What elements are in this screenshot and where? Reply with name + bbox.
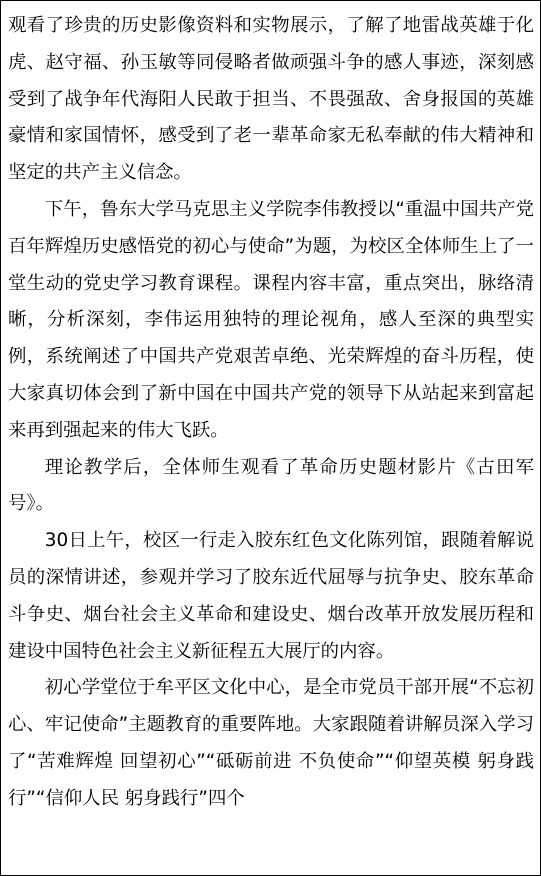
paragraph-5: 初心学堂位于牟平区文化中心，是全市党员干部开展“不忘初心、牢记使命”主题教育的重要阵地。大家跟随着讲解员深入学习了“苦难辉煌 回望初心”“砥砺前进 不负使命”“仰望英模 躬身践行”“信仰人民 躬身践行”四个 — [8, 677, 534, 809]
paragraph-2: 下午，鲁东大学马克思主义学院李伟教授以“重温中国共产党百年辉煌历史感悟党的初心与使命”为题，为校区全体师生上了一堂生动的党史学习教育课程。课程内容丰富，重点突出，脉络清晰，分析深刻，李伟运用独特的理论视角，感人至深的典型实例，系统阐述了中国共产党艰苦卓绝、光荣辉煌的奋斗历程，使大家真切体会到了新中国在中国共产党的领导下从站起来到富起来再到强起来的伟大飞跃。 — [8, 198, 534, 441]
paragraph-4: 30日上午，校区一行走入胶东红色文化陈列馆，跟随着解说员的深情讲述，参观并学习了胶东近代屈辱与抗争史、胶东革命斗争史、烟台社会主义革命和建设史、烟台改革开放发展历程和建设中国特色社会主义新征程五大展厅的内容。 — [8, 530, 534, 662]
paragraph-3: 理论教学后，全体师生观看了革命历史题材影片《古田军号》。 — [8, 456, 534, 515]
article-body — [8, 8, 534, 818]
paragraph-1: 观看了珍贵的历史影像资料和实物展示，了解了地雷战英雄于化虎、赵守福、孙玉敏等同侵略者做顽强斗争的感人事迹，深刻感受到了战争年代海阳人民敢于担当、不畏强敌、舍身报国的英雄豪情和家国情怀，感受到了老一辈革命家无私奉献的伟大精神和坚定的共产主义信念。 — [8, 15, 534, 184]
